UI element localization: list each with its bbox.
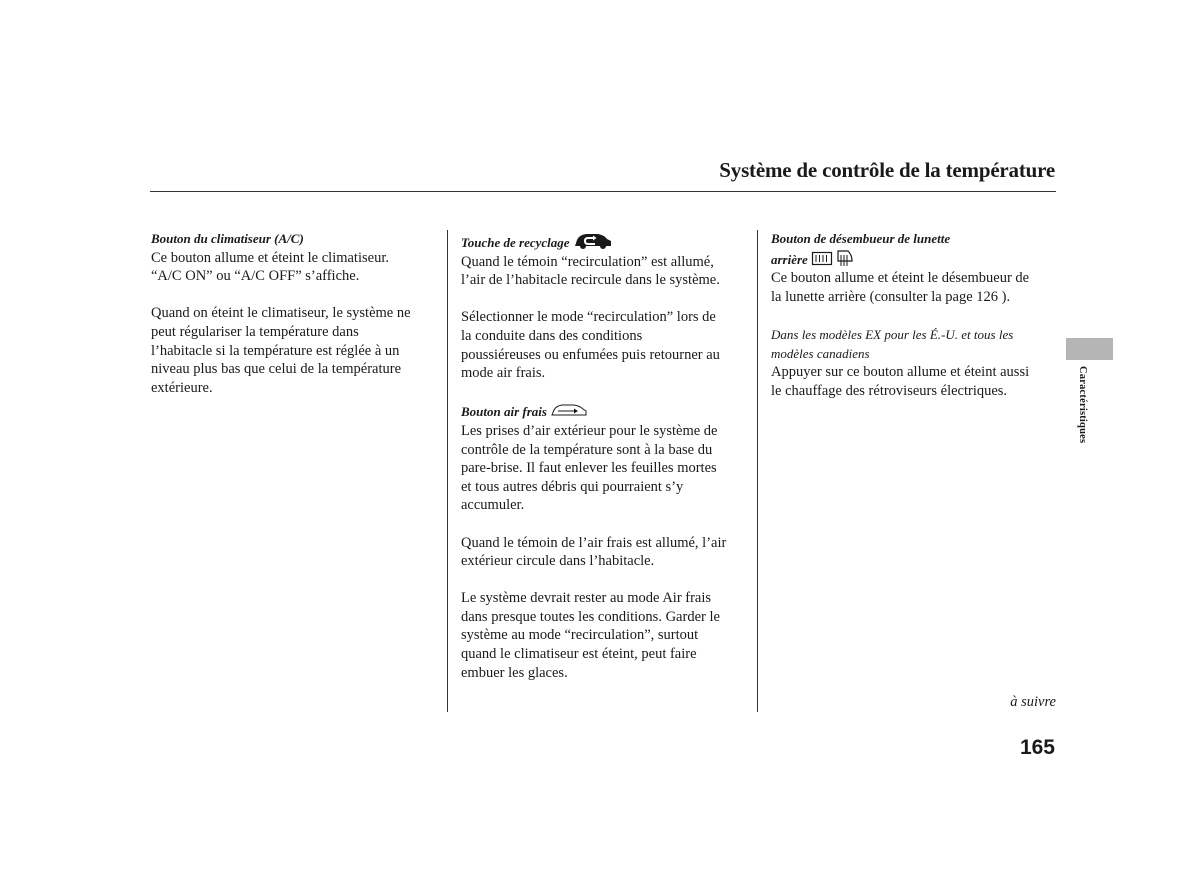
page-title: Système de contrôle de la température [719, 158, 1055, 182]
text-line: l’habitacle si la température est réglée à un [151, 342, 400, 359]
defog-paragraph-2 [771, 363, 1061, 400]
continued-label: à suivre [1010, 694, 1056, 710]
defog-paragraph-1 [771, 269, 1061, 306]
fresh-heading: Bouton air frais [461, 404, 547, 420]
recirc-paragraph-1 [461, 253, 751, 290]
title-rule [150, 191, 1056, 192]
text-line: pare-brise. Il faut enlever les feuilles mortes [461, 460, 717, 477]
defog-heading-row [771, 249, 1061, 270]
recirc-heading: Touche de recyclage [461, 235, 570, 250]
text-line: Dans les modèles EX pour les É.-U. et tous les [771, 326, 1014, 342]
section-tab [1066, 338, 1113, 360]
column-ac [151, 230, 441, 416]
fresh-paragraph-1 [461, 422, 751, 515]
text-line: Le système devrait rester au mode Air frais [461, 590, 712, 607]
recirc-heading-row [461, 230, 751, 253]
text-line: Ce bouton allume et éteint le climatiseur. [151, 249, 389, 266]
text-line: “A/C ON” ou “A/C OFF” s’affiche. [151, 268, 360, 285]
text-line: la conduite dans des conditions [461, 327, 643, 344]
column-defog [771, 230, 1061, 419]
text-line: Quand le témoin “recirculation” est allumé, [461, 253, 714, 270]
text-line: peut régulariser la température dans [151, 323, 359, 340]
text-line: Sélectionner le mode “recirculation” lors de [461, 309, 716, 326]
text-line: l’air de l’habitacle recircule dans le système. [461, 272, 720, 289]
section-tab-label: Caractéristiques [1077, 366, 1088, 444]
heated-mirror-icon [836, 249, 854, 267]
defog-heading-line-2: arrière [771, 251, 808, 267]
ac-heading: Bouton du climatiseur (A/C) [151, 231, 304, 246]
page-number: 165 [1019, 736, 1055, 759]
text-line: et tous autres débris qui pourraient s’y [461, 478, 684, 495]
text-line: la lunette arrière (consulter la page 126 ). [771, 288, 1011, 305]
text-line: Appuyer sur ce bouton allume et éteint aussi [771, 363, 1030, 380]
text-line: modèles canadiens [771, 345, 870, 361]
fresh-paragraph-2 [461, 534, 751, 571]
text-line: extérieure. [151, 379, 213, 396]
ac-paragraph-2 [151, 304, 441, 397]
column-divider [757, 230, 758, 712]
text-line: accumuler. [461, 497, 525, 514]
rear-defrost-icon [811, 251, 833, 267]
text-line: extérieur circule dans l’habitacle. [461, 553, 655, 570]
text-line: embuer les glaces. [461, 664, 568, 681]
fresh-heading-row [461, 401, 751, 422]
text-line: niveau plus bas que celui de la température [151, 361, 402, 378]
model-note [771, 325, 1061, 363]
text-line: quand le climatiseur est éteint, peut faire [461, 646, 697, 663]
column-divider [447, 230, 448, 712]
text-line: Quand le témoin de l’air frais est allumé, l’air [461, 534, 727, 551]
recirc-paragraph-2 [461, 308, 751, 382]
text-line: mode air frais. [461, 365, 546, 382]
text-line: Quand on éteint le climatiseur, le système ne [151, 305, 411, 322]
text-line: Les prises d’air extérieur pour le système de [461, 422, 718, 439]
recirculation-car-icon [573, 230, 613, 250]
text-line: le chauffage des rétroviseurs électriques. [771, 382, 1008, 399]
ac-paragraph-1 [151, 249, 441, 286]
text-line: Ce bouton allume et éteint le désembueur de [771, 270, 1030, 287]
text-line: dans presque toutes les conditions. Garder le [461, 608, 720, 625]
column-recirc-fresh [461, 230, 751, 701]
fresh-air-car-icon [550, 401, 588, 419]
text-line: contrôle de la température sont à la base du [461, 441, 713, 458]
fresh-paragraph-3 [461, 589, 751, 682]
defog-heading-line-1: Bouton de désembueur de lunette [771, 231, 951, 246]
text-line: poussiéreuses ou enfumées puis retourner au [461, 346, 720, 363]
text-line: système au mode “recirculation”, surtout [461, 627, 699, 644]
